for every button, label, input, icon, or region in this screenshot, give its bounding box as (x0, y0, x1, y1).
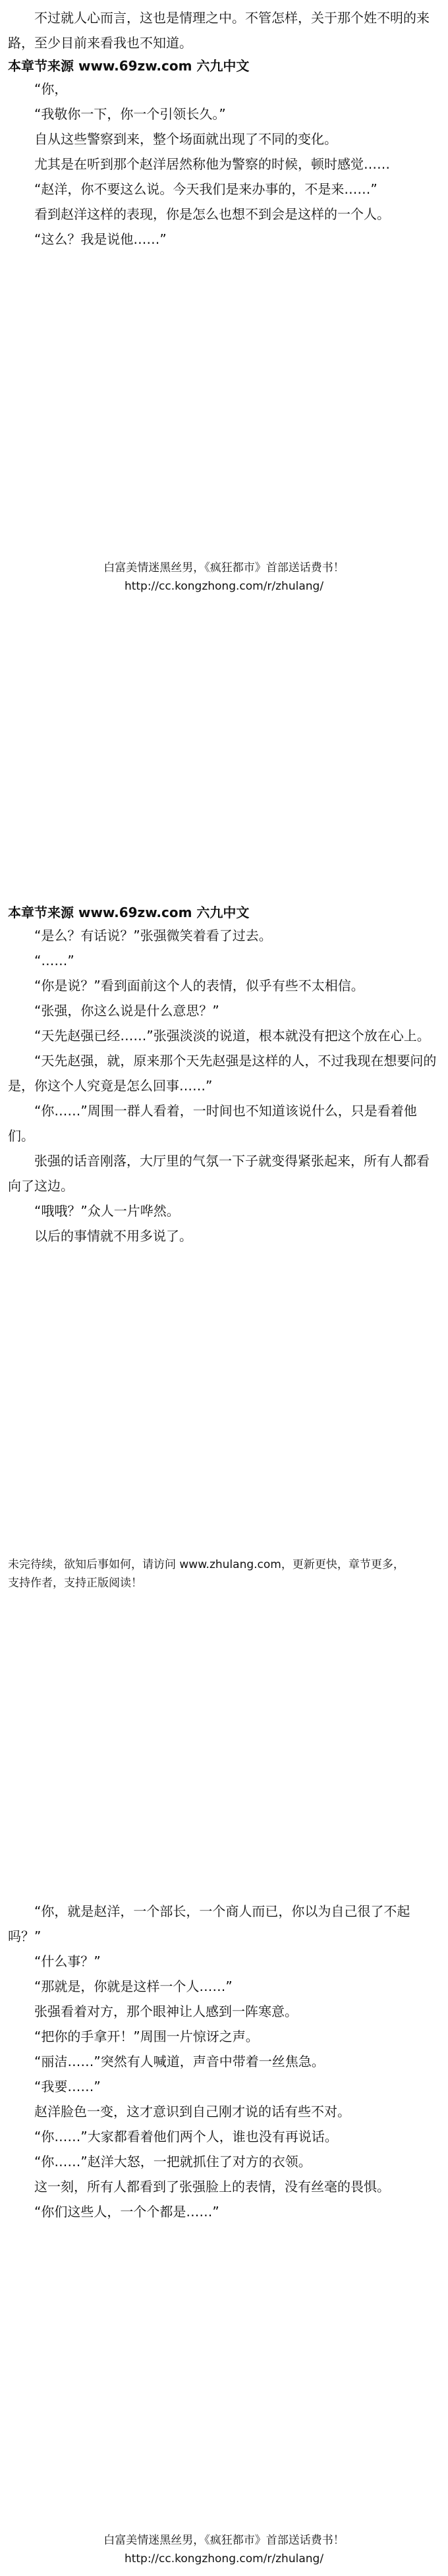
source-name: 六九中文 (196, 905, 250, 921)
source-label: 本章节来源 (8, 905, 74, 921)
paragraph: 尤其是在听到那个赵洋居然称他为警察的时候，顿时感觉…… (34, 156, 390, 172)
source-label: 本章节来源 (8, 58, 74, 74)
promo-text: 白富美情迷黑丝男，《疯狂都市》首部送话费书！ (103, 561, 345, 574)
promo-url[interactable]: http://cc.kongzhong.com/r/zhulang/ (124, 579, 324, 593)
content-block-1 (8, 5, 440, 252)
ad-line-2: 支持作者，支持正版阅读！ (8, 1576, 142, 1590)
paragraph: “你们这些人，一个个都是……” (34, 2204, 219, 2220)
paragraph: 看到赵洋这样的表现，你是怎么也想不到会是这样的一个人。 (34, 206, 390, 222)
paragraph: “张强，你这么说是什么意思？” (34, 1003, 219, 1019)
paragraph: “你……”周围一群人看着，一时间也不知道该说什么，只是看着他们。 (8, 1103, 417, 1144)
paragraph: “那就是，你就是这样一个人……” (34, 1978, 233, 1995)
source-name: 六九中文 (196, 58, 250, 74)
paragraph: 以后的事情就不用多说了。 (34, 1228, 192, 1245)
paragraph: 张强看着对方，那个眼神让人感到一阵寒意。 (34, 2003, 298, 2020)
paragraph: “你……”大家都看着他们两个人，谁也没有再说话。 (34, 2129, 338, 2145)
paragraph: “你，就是赵洋，一个部长，一个商人而已，你以为自己很了不起吗？” (8, 1903, 410, 1945)
paragraph: “我敬你一下，你一个引领长久。” (34, 106, 226, 122)
promo-url[interactable]: http://cc.kongzhong.com/r/zhulang/ (124, 2552, 324, 2565)
paragraph: 这一刻，所有人都看到了张强脸上的表情，没有丝毫的畏惧。 (34, 2179, 390, 2195)
paragraph: “这么？我是说他……” (34, 231, 167, 247)
promo-text: 白富美情迷黑丝男，《疯狂都市》首部送话费书！ (103, 2533, 345, 2547)
paragraph: “哦哦？”众人一片哗然。 (34, 1203, 180, 1219)
paragraph: “你是说？”看到面前这个人的表情，似乎有些不太相信。 (34, 978, 364, 994)
paragraph: “你， (34, 81, 68, 97)
paragraph: 张强的话音刚落，大厅里的气氛一下子就变得紧张起来，所有人都看向了这边。 (8, 1153, 430, 1194)
paragraph: “什么事？” (34, 1953, 101, 1970)
paragraph: 自从这些警察到来，整个场面就出现了不同的变化。 (34, 131, 337, 147)
source-attribution-1 (8, 55, 440, 76)
paragraph: 赵洋脸色一变，这才意识到自己刚才说的话有些不对。 (34, 2104, 350, 2120)
paragraph: “丽洁……”突然有人喊道，声音中带着一丝焦急。 (34, 2054, 325, 2070)
source-attribution-2 (8, 902, 440, 923)
promo-footer-2[interactable] (8, 2531, 440, 2568)
paragraph: “是么？有话说？”张强微笑着看了过去。 (34, 928, 272, 944)
paragraph: “我要……” (34, 2079, 101, 2095)
content-block-3 (8, 1899, 440, 2224)
promo-footer-1[interactable] (8, 559, 440, 596)
paragraph: “天先赵强已经……”张强淡淡的说道，根本就没有把这个放在心上。 (34, 1028, 430, 1044)
paragraph: 不过就人心而言，这也是情理之中。不管怎样，关于那个姓不明的来路，至少目前来看我也不知道。 (8, 10, 430, 51)
paragraph: “你……”赵洋大怒，一把就抓住了对方的衣领。 (34, 2154, 312, 2170)
content-block-2 (8, 902, 440, 1248)
continue-reading-ad (8, 1555, 440, 1592)
paragraph: “天先赵强，就，原来那个天先赵强是这样的人，不过我现在想要问的是，你这个人究竟是怎么回事……” (8, 1053, 437, 1094)
paragraph: “把你的手拿开！”周围一片惊讶之声。 (34, 2029, 259, 2045)
paragraph: “……” (34, 953, 74, 969)
source-site[interactable]: www.69zw.com (78, 905, 192, 921)
ad-line-1[interactable]: 未完待续，欲知后事如何，请访问 www.zhulang.com，更新更快，章节更多， (8, 1557, 405, 1571)
source-site[interactable]: www.69zw.com (78, 58, 192, 74)
paragraph: “赵洋，你不要这么说。今天我们是来办事的，不是来……” (34, 181, 378, 197)
